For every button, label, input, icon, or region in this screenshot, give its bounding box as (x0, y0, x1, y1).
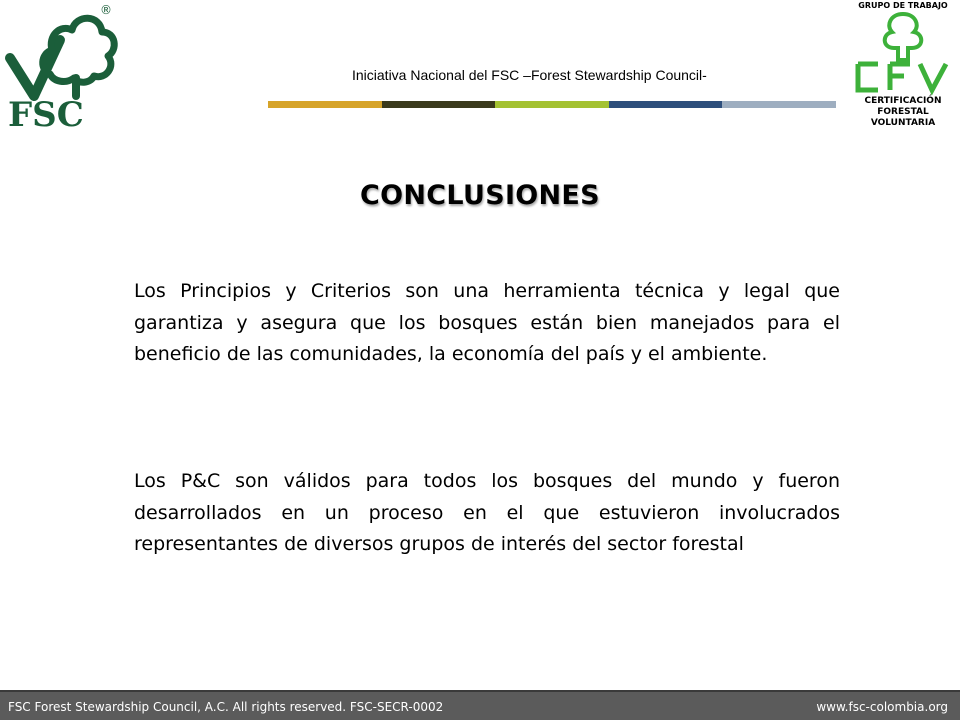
footer-website-link[interactable]: www.fsc-colombia.org (816, 700, 948, 714)
fsc-logo-text: FSC (8, 95, 84, 132)
header-color-bar (268, 101, 836, 108)
color-bar-segment-2 (382, 101, 496, 108)
cfv-line3: VOLUNTARIA (870, 118, 936, 128)
footer-bar (0, 690, 960, 720)
footer-copyright: FSC Forest Stewardship Council, A.C. All rights reserved. FSC-SECR-0002 (8, 700, 444, 714)
conclusion-paragraph-1: Los Principios y Criterios son una herramienta técnica y legal que garantiza y asegura que los bosques están bien manejados para el beneficio de las comunidades, la economía del país y el ambiente. (134, 280, 840, 365)
initiative-text: Iniciativa Nacional del FSC –Forest Stewardship Council- (352, 67, 707, 83)
color-bar-segment-1 (268, 101, 382, 108)
slide-title: CONCLUSIONES (360, 180, 600, 211)
cfv-line1: CERTIFICACIÓN (864, 96, 942, 106)
fsc-logo (0, 0, 124, 132)
registered-mark: ® (100, 3, 112, 17)
cfv-tree-icon (846, 0, 960, 130)
cfv-line2: FORESTAL (877, 107, 929, 117)
conclusion-paragraph-2: Los P&C son válidos para todos los bosques del mundo y fueron desarrollados en un proceso en el que estuvieron involucrados representantes de diversos grupos de interés del sector forestal (134, 470, 840, 555)
cfv-top-text: GRUPO DE TRABAJO (858, 1, 948, 10)
color-bar-segment-5 (722, 101, 836, 108)
color-bar-segment-4 (609, 101, 723, 108)
color-bar-segment-3 (495, 101, 609, 108)
fsc-tree-check-icon (0, 0, 124, 132)
cfv-logo (846, 0, 960, 130)
